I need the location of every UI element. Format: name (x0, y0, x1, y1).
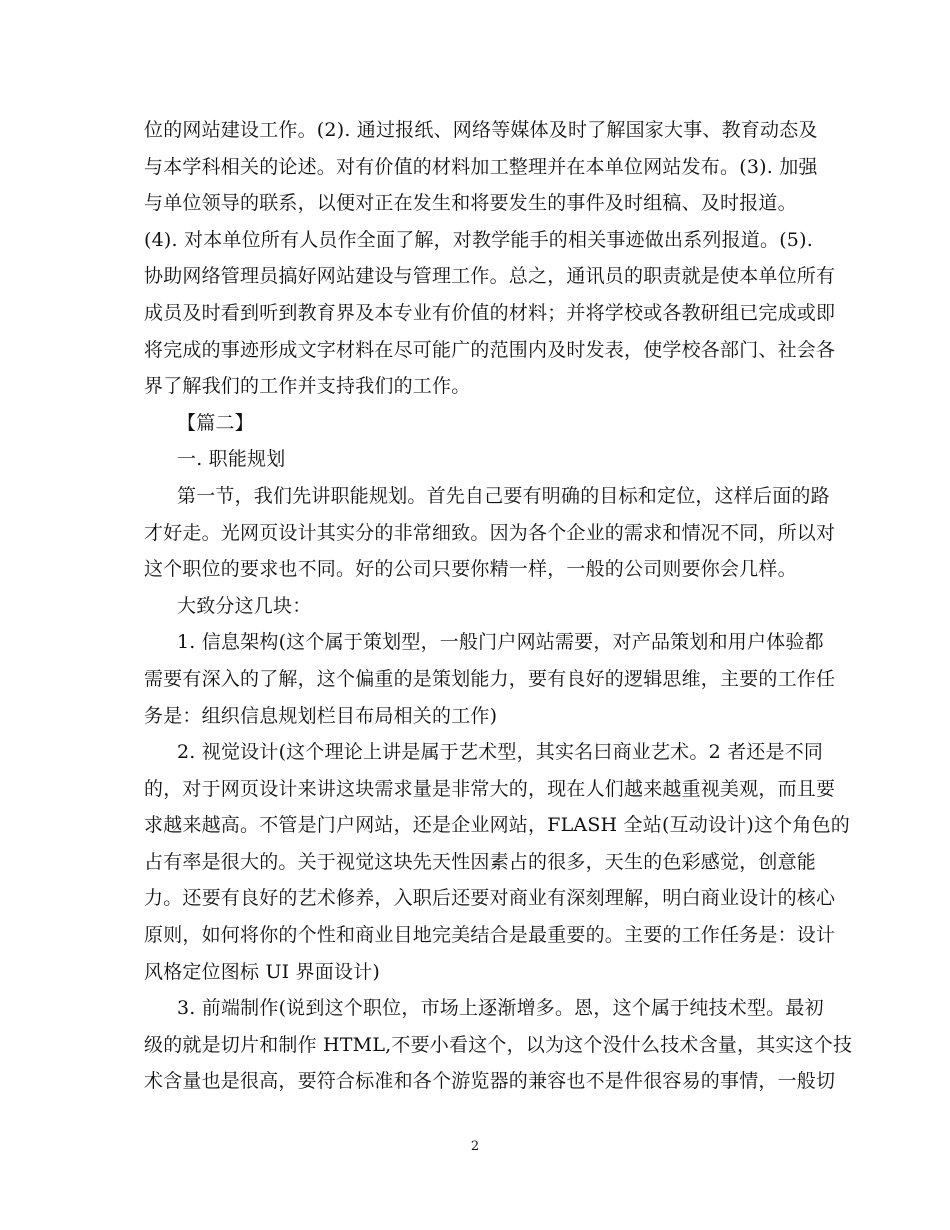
text-line: 位的网站建设工作。(2). 通过报纸、网络等媒体及时了解国家大事、教育动态及 (144, 119, 818, 141)
text-line: 级的就是切片和制作 HTML,不要小看这个，以为这个没什么技术含量，其实这个技 (144, 1033, 853, 1056)
text-line: 务是：组织信息规划栏目布局相关的工作) (144, 704, 498, 727)
text-line: 1. 信息架构(这个属于策划型，一般门户网站需要，对产品策划和用户体验都 (177, 631, 824, 654)
text-line: 的，对于网页设计来讲这块需求量是非常大的，现在人们越来越重视美观，而且要 (144, 777, 836, 800)
text-line: 协助网络管理员搞好网站建设与管理工作。总之，通讯员的职责就是使本单位所有 (144, 265, 836, 288)
text-line: 一. 职能规划 (177, 448, 286, 471)
text-line: 才好走。光网页设计其实分的非常细致。因为各个企业的需求和情况不同，所以对 (144, 521, 836, 544)
text-line: 界了解我们的工作并支持我们的工作。 (144, 375, 471, 398)
text-line: 求越来越高。不管是门户网站，还是企业网站，FLASH 全站(互动设计)这个角色的 (144, 814, 850, 837)
text-line: 力。还要有良好的艺术修养，入职后还要对商业有深刻理解，明白商业设计的核心 (144, 887, 836, 910)
text-line: 【篇二】 (177, 411, 254, 434)
text-line: 占有率是很大的。关于视觉这块先天性因素占的很多，天生的色彩感觉，创意能 (144, 850, 817, 873)
text-line: 2. 视觉设计(这个理论上讲是属于艺术型，其实名曰商业艺术。2 者还是不同 (177, 741, 824, 764)
text-line: 这个职位的要求也不同。好的公司只要你精一样，一般的公司则要你会几样。 (144, 558, 797, 581)
text-line: 原则，如何将你的个性和商业目地完美结合是最重要的。主要的工作任务是：设计 (144, 924, 836, 947)
text-line: 3. 前端制作(说到这个职位，市场上逐渐增多。恩，这个属于纯技术型。最初 (177, 997, 824, 1020)
text-line: 第一节，我们先讲职能规划。首先自己要有明确的目标和定位，这样后面的路 (177, 484, 830, 507)
text-line: (4). 对本单位所有人员作全面了解，对教学能手的相关事迹做出系列报道。(5). (144, 228, 813, 251)
text-line: 需要有深入的了解，这个偏重的是策划能力，要有良好的逻辑思维，主要的工作任 (144, 667, 836, 690)
document-body (144, 112, 853, 1100)
text-line: 与本学科相关的论述。对有价值的材料加工整理并在本单位网站发布。(3). 加强 (144, 155, 818, 178)
page-number: 2 (470, 1139, 480, 1154)
text-line: 风格定位图标 UI 界面设计) (144, 960, 381, 983)
text-line: 大致分这几块： (177, 594, 312, 617)
text-line: 与单位领导的联系，以便对正在发生和将要发生的事件及时组稿、及时报道。 (144, 192, 797, 215)
text-line: 成员及时看到听到教育界及本专业有价值的材料；并将学校或各教研组已完成或即 (144, 301, 836, 324)
text-line: 将完成的事迹形成文字材料在尽可能广的范围内及时发表，使学校各部门、社会各 (144, 338, 836, 361)
text-line: 术含量也是很高，要符合标准和各个游览器的兼容也不是件很容易的事情，一般切 (144, 1070, 836, 1093)
